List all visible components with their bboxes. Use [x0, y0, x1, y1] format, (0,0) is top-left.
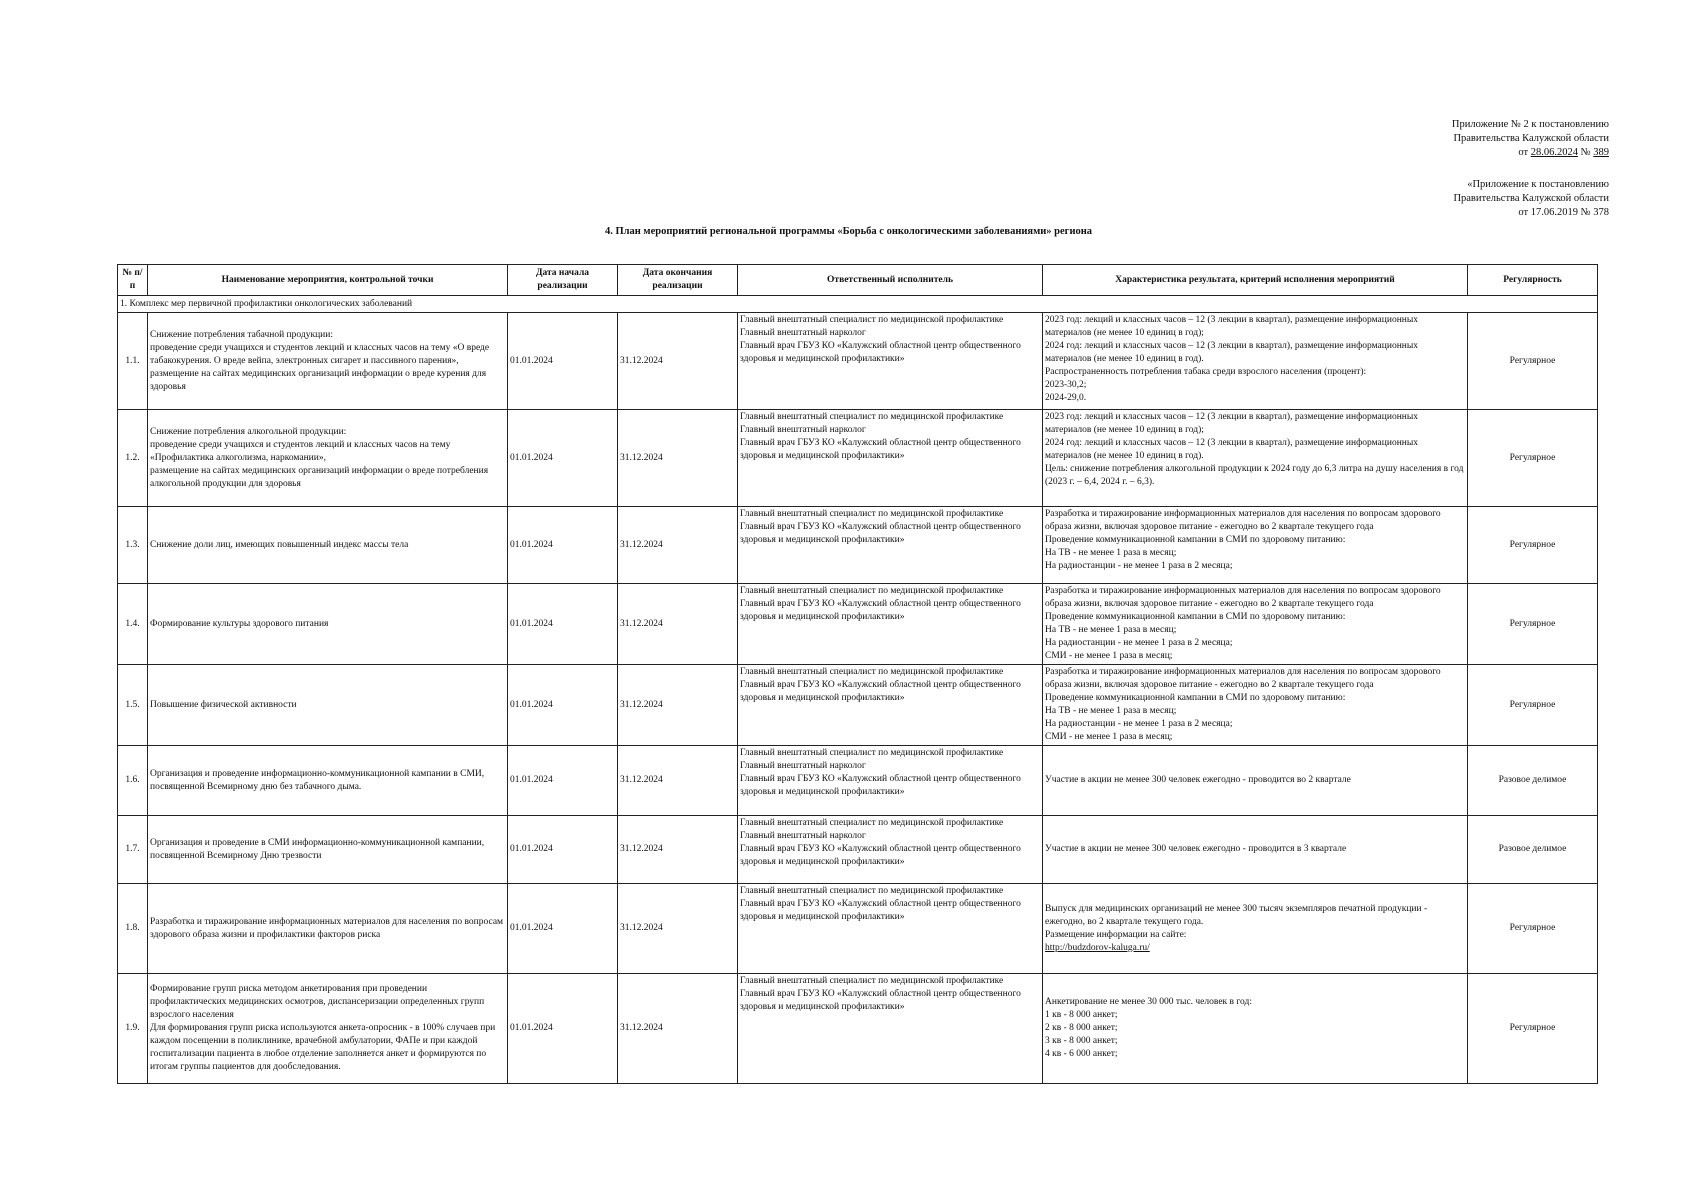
row-start: 01.01.2024 — [508, 665, 618, 746]
row-start: 01.01.2024 — [508, 313, 618, 410]
table-row — [118, 884, 1598, 974]
col-header-regularity: Регулярность — [1468, 265, 1598, 296]
number-value: 389 — [1593, 147, 1609, 158]
date-prefix: от — [1518, 147, 1529, 158]
row-end: 31.12.2024 — [618, 507, 738, 584]
row-name: Разработка и тиражирование информационных материалов для населения по вопросам здорового образа жизни и профилактики факторов риска — [148, 884, 508, 974]
website-link[interactable]: http://budzdorov-kaluga.ru/ — [1045, 942, 1150, 953]
row-regularity: Регулярное — [1468, 665, 1598, 746]
row-result-cell — [1043, 884, 1468, 974]
row-result: Разработка и тиражирование информационных материалов для населения по вопросам здорового образа жизни, включая здоровое питание - ежегодно во 2 квартале текущего года Проведение коммуникационной кампании в СМИ по здоровому питанию: На ТВ - не менее 1 раза в месяц; На радиостанции - не менее 1 раза в 2 месяца; — [1043, 507, 1468, 584]
col-header-start: Дата начала реализации — [508, 265, 618, 296]
row-regularity: Регулярное — [1468, 974, 1598, 1084]
row-executor: Главный внештатный специалист по медицинской профилактике Главный внештатный нарколог Главный врач ГБУЗ КО «Калужский областной центр общественного здоровья и медицинской профилактики» — [738, 816, 1043, 884]
row-num: 1.9. — [118, 974, 148, 1084]
row-result: Анкетирование не менее 30 000 тыс. человек в год: 1 кв - 8 000 анкет; 2 кв - 8 000 анкет; 3 кв - 8 000 анкет; 4 кв - 6 000 анкет; — [1043, 974, 1468, 1084]
orig-line3: от 17.06.2019 № 378 — [1518, 207, 1609, 218]
row-name: Снижение доли лиц, имеющих повышенный индекс массы тела — [148, 507, 508, 584]
row-result: Разработка и тиражирование информационных материалов для населения по вопросам здорового образа жизни, включая здоровое питание - ежегодно во 2 квартале текущего года Проведение коммуникационной кампании в СМИ по здоровому питанию: На ТВ - не менее 1 раза в месяц; На радиостанции - не менее 1 раза в 2 месяца; СМИ - не менее 1 раза в месяц; — [1043, 584, 1468, 665]
row-result: 2023 год: лекций и классных часов – 12 (3 лекции в квартал), размещение информационных материалов (не менее 10 единиц в год); 2024 год: лекций и классных часов – 12 (3 лекции в квартал), размещение информационных материалов (не менее 10 единиц в год). Цель: снижение потребления алкогольной продукции к 2024 году до 6,3 литра на душу населения в год (2023 г. – 6,4, 2024 г. – 6,3). — [1043, 410, 1468, 507]
row-num: 1.5. — [118, 665, 148, 746]
row-end: 31.12.2024 — [618, 974, 738, 1084]
row-start: 01.01.2024 — [508, 884, 618, 974]
row-executor: Главный внештатный специалист по медицинской профилактике Главный врач ГБУЗ КО «Калужский областной центр общественного здоровья и медицинской профилактики» — [738, 665, 1043, 746]
row-name: Организация и проведение информационно-коммуникационной кампании в СМИ, посвященной Всемирному дню без табачного дыма. — [148, 746, 508, 816]
row-num: 1.6. — [118, 746, 148, 816]
table-row — [118, 665, 1598, 746]
row-name: Формирование групп риска методом анкетирования при проведении профилактических медицинских осмотров, диспансеризации определенных групп взрослого населения Для формирования групп риска используются анкета-опросник - в 100% случаев при каждом посещении в поликлинике, врачебной амбулатории, ФАПе и при каждой госпитализации пациента в любое отделение заполняется анкет и формируются по итогам группы пациентов для дообследования. — [148, 974, 508, 1084]
row-regularity: Разовое делимое — [1468, 746, 1598, 816]
row-end: 31.12.2024 — [618, 746, 738, 816]
document-title: 4. План мероприятий региональной программы «Борьба с онкологическими заболеваниями» региона — [604, 226, 1093, 237]
col-header-end: Дата окончания реализации — [618, 265, 738, 296]
row-end: 31.12.2024 — [618, 584, 738, 665]
row-start: 01.01.2024 — [508, 410, 618, 507]
col-header-result: Характеристика результата, критерий исполнения мероприятий — [1043, 265, 1468, 296]
original-appendix-header — [1349, 178, 1609, 220]
row-end: 31.12.2024 — [618, 410, 738, 507]
row-name: Снижение потребления алкогольной продукции: проведение среди учащихся и студентов лекций и классных часов на тему «Профилактика алкоголизма, наркомании», размещение на сайтах медицинских организаций информации о вреде потребления алкогольной продукции для здоровья — [148, 410, 508, 507]
col-header-num: № п/п — [118, 265, 148, 296]
col-header-executor: Ответственный исполнитель — [738, 265, 1043, 296]
row-result: Выпуск для медицинских организаций не менее 300 тысяч экземпляров печатной продукции - ежегодно, во 2 квартале текущего года. Размещение информации на сайте: — [1045, 903, 1428, 940]
row-executor: Главный внештатный специалист по медицинской профилактике Главный врач ГБУЗ КО «Калужский областной центр общественного здоровья и медицинской профилактики» — [738, 584, 1043, 665]
table-row — [118, 584, 1598, 665]
section-title: 1. Комплекс мер первичной профилактики онкологических заболеваний — [118, 296, 1598, 313]
table-row — [118, 974, 1598, 1084]
row-end: 31.12.2024 — [618, 816, 738, 884]
orig-line2: Правительства Калужской области — [1453, 193, 1609, 204]
table-row — [118, 816, 1598, 884]
row-num: 1.4. — [118, 584, 148, 665]
table-row — [118, 746, 1598, 816]
row-executor: Главный внештатный специалист по медицинской профилактике Главный внештатный нарколог Главный врач ГБУЗ КО «Калужский областной центр общественного здоровья и медицинской профилактики» — [738, 746, 1043, 816]
row-result: 2023 год: лекций и классных часов – 12 (3 лекции в квартал), размещение информационных материалов (не менее 10 единиц в год); 2024 год: лекций и классных часов – 12 (3 лекции в квартал), размещение информационных материалов (не менее 10 единиц в год). Распространенность потребления табака среди взрослого населения (процент): 2023-30,2; 2024-29,0. — [1043, 313, 1468, 410]
orig-line1: «Приложение к постановлению — [1467, 179, 1609, 190]
row-result: Разработка и тиражирование информационных материалов для населения по вопросам здорового образа жизни, включая здоровое питание - ежегодно во 2 квартале текущего года Проведение коммуникационной кампании в СМИ по здоровому питанию: На ТВ - не менее 1 раза в месяц; На радиостанции - не менее 1 раза в 2 месяца; СМИ - не менее 1 раза в месяц; — [1043, 665, 1468, 746]
row-start: 01.01.2024 — [508, 507, 618, 584]
row-regularity: Регулярное — [1468, 313, 1598, 410]
number-prefix: № — [1580, 147, 1591, 158]
row-name: Формирование культуры здорового питания — [148, 584, 508, 665]
row-num: 1.8. — [118, 884, 148, 974]
row-regularity: Регулярное — [1468, 584, 1598, 665]
appendix-date-line — [1349, 146, 1609, 160]
row-executor: Главный внештатный специалист по медицинской профилактике Главный врач ГБУЗ КО «Калужский областной центр общественного здоровья и медицинской профилактики» — [738, 507, 1043, 584]
row-start: 01.01.2024 — [508, 746, 618, 816]
row-start: 01.01.2024 — [508, 816, 618, 884]
row-num: 1.3. — [118, 507, 148, 584]
row-num: 1.7. — [118, 816, 148, 884]
row-executor: Главный внештатный специалист по медицинской профилактике Главный врач ГБУЗ КО «Калужский областной центр общественного здоровья и медицинской профилактики» — [738, 974, 1043, 1084]
appendix-line2: Правительства Калужской области — [1453, 133, 1609, 144]
row-regularity: Регулярное — [1468, 884, 1598, 974]
table-row — [118, 410, 1598, 507]
row-num: 1.1. — [118, 313, 148, 410]
table-row — [118, 507, 1598, 584]
table-header-row — [118, 265, 1598, 296]
row-name: Организация и проведение в СМИ информационно-коммуникационной кампании, посвященной Всемирному Дню трезвости — [148, 816, 508, 884]
appendix-header — [1349, 118, 1609, 160]
row-end: 31.12.2024 — [618, 665, 738, 746]
row-executor: Главный внештатный специалист по медицинской профилактике Главный внештатный нарколог Главный врач ГБУЗ КО «Калужский областной центр общественного здоровья и медицинской профилактики» — [738, 410, 1043, 507]
row-start: 01.01.2024 — [508, 974, 618, 1084]
row-regularity: Разовое делимое — [1468, 816, 1598, 884]
row-result: Участие в акции не менее 300 человек ежегодно - проводится в 3 квартале — [1043, 816, 1468, 884]
date-value: 28.06.2024 — [1530, 147, 1578, 158]
section-row — [118, 296, 1598, 313]
row-result: Участие в акции не менее 300 человек ежегодно - проводится во 2 квартале — [1043, 746, 1468, 816]
row-regularity: Регулярное — [1468, 507, 1598, 584]
row-num: 1.2. — [118, 410, 148, 507]
activity-plan-table — [117, 264, 1598, 1084]
row-end: 31.12.2024 — [618, 313, 738, 410]
table-row — [118, 313, 1598, 410]
row-start: 01.01.2024 — [508, 584, 618, 665]
row-name: Снижение потребления табачной продукции: проведение среди учащихся и студентов лекций и классных часов на тему «О вреде табакокурения. О вреде вейпа, электронных сигарет и пассивного парения», размещение на сайтах медицинских организаций информации о вреде курения для здоровья — [148, 313, 508, 410]
row-executor: Главный внештатный специалист по медицинской профилактике Главный внештатный нарколог Главный врач ГБУЗ КО «Калужский областной центр общественного здоровья и медицинской профилактики» — [738, 313, 1043, 410]
appendix-line1: Приложение № 2 к постановлению — [1451, 119, 1609, 130]
row-name: Повышение физической активности — [148, 665, 508, 746]
row-end: 31.12.2024 — [618, 884, 738, 974]
row-regularity: Регулярное — [1468, 410, 1598, 507]
row-executor: Главный внештатный специалист по медицинской профилактике Главный врач ГБУЗ КО «Калужский областной центр общественного здоровья и медицинской профилактики» — [738, 884, 1043, 974]
col-header-name: Наименование мероприятия, контрольной точки — [148, 265, 508, 296]
